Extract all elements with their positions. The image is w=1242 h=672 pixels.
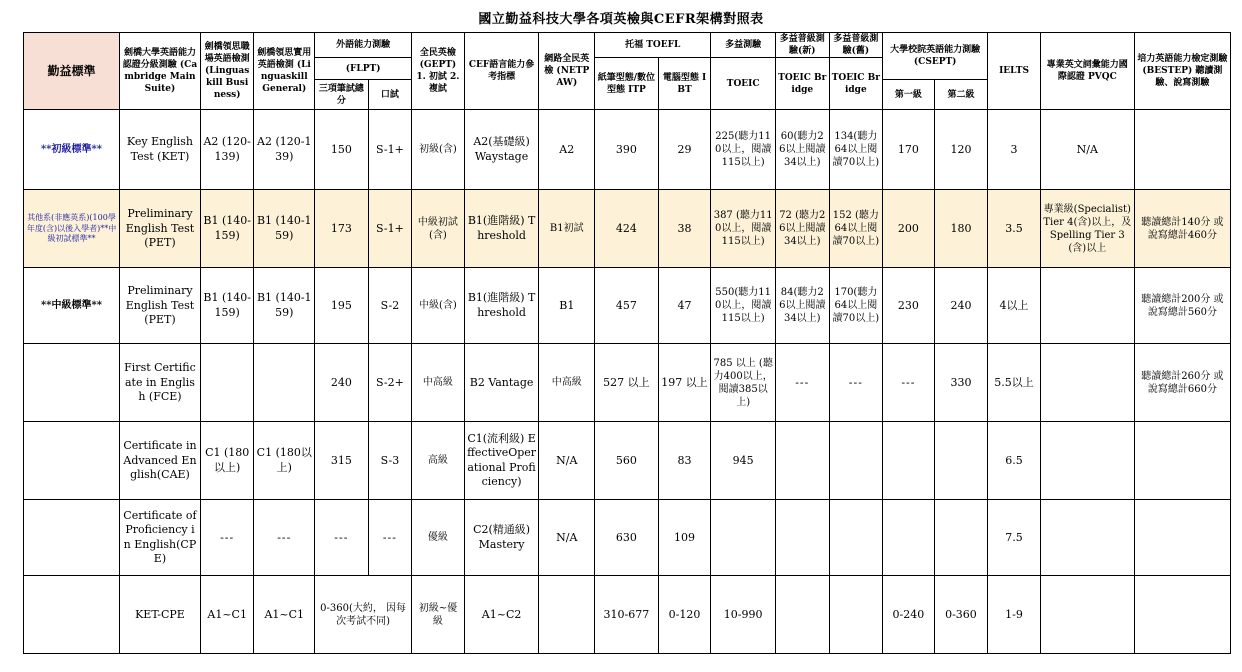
cell-toeic: 387 (聽力110以上，閱讀115以上): [711, 190, 776, 268]
cell-pvqc: [1040, 422, 1134, 500]
cell-netpaw: N/A: [539, 500, 595, 576]
cell-csept-2: 120: [934, 110, 988, 190]
cell-flpt: 240: [315, 344, 369, 422]
cell-linguaskill-general: [254, 344, 315, 422]
header-gept: 全民英檢 (GEPT) 1. 初試 2. 複試: [412, 33, 465, 110]
cell-gept: 初級(含): [412, 110, 465, 190]
cell-pvqc: [1040, 344, 1134, 422]
cell-gept: 中級(含): [412, 268, 465, 344]
cell-toefl-ibt: 197 以上: [658, 344, 711, 422]
cell-gept: 中級初試(含): [412, 190, 465, 268]
cell-toeic: [711, 500, 776, 576]
table-row: [24, 576, 1231, 654]
cell-bridge-old: [829, 500, 883, 576]
cell-cefr: A2(基礎級) Waystage: [464, 110, 539, 190]
header-linguaskill-general: 劍橋領思實用英語檢測 (Linguaskill General): [254, 33, 315, 110]
cell-bestep: [1134, 500, 1230, 576]
header-flpt-group: 外語能力測驗: [315, 33, 412, 58]
cell-pvqc: [1040, 500, 1134, 576]
cell-csept-1: 0-240: [883, 576, 935, 654]
table-row: [24, 422, 1231, 500]
cell-csept-1: ---: [883, 344, 935, 422]
header-toefl-ibt: 電腦型態 IBT: [658, 58, 711, 110]
cell-flpt-range: 0-360(大約， 因每次考試不同): [315, 576, 412, 654]
cell-gept: 中高級: [412, 344, 465, 422]
header-linguaskill-business: 劍橋領思職場英語檢測 (Linguaskill Business): [200, 33, 254, 110]
header-cefr: CEF語言能力參考指標: [464, 33, 539, 110]
header-flpt-sub: (FLPT): [315, 58, 412, 80]
header-netpaw: 網路全民英檢 (NETPAW): [539, 33, 595, 110]
cell-bestep: [1134, 576, 1230, 654]
cell-flpt-oral: S-2: [368, 268, 411, 344]
header-bestep: 培力英語能力檢定測驗 (BESTEP) 聽讀測驗、說寫測驗: [1134, 33, 1230, 110]
header-toeic-group: 多益測驗: [711, 33, 776, 58]
cell-linguaskill-general: C1 (180以上): [254, 422, 315, 500]
cell-ielts: 3.5: [988, 190, 1041, 268]
cell-netpaw: 中高級: [539, 344, 595, 422]
cell-linguaskill-general: A2 (120-139): [254, 110, 315, 190]
cell-cefr: B2 Vantage: [464, 344, 539, 422]
cell-cambridge: First Certificate in English (FCE): [120, 344, 201, 422]
cell-csept-2: [934, 422, 988, 500]
cell-netpaw: B1: [539, 268, 595, 344]
cell-flpt-oral: S-1+: [368, 110, 411, 190]
cell-linguaskill-general: B1 (140-159): [254, 190, 315, 268]
cell-netpaw: A2: [539, 110, 595, 190]
cell-linguaskill-general: ---: [254, 500, 315, 576]
header-bridge-new-top: 多益普級測驗(新): [776, 33, 830, 58]
cell-linguaskill-business: [200, 344, 254, 422]
cell-standard: **初級標準**: [24, 110, 120, 190]
cell-csept-2: 0-360: [934, 576, 988, 654]
cell-csept-2: 240: [934, 268, 988, 344]
cell-gept: 優級: [412, 500, 465, 576]
table-row: [24, 110, 1231, 190]
cell-bridge-new: [776, 576, 830, 654]
cell-linguaskill-general: A1~C1: [254, 576, 315, 654]
header-toeic: TOEIC: [711, 58, 776, 110]
cell-csept-2: 180: [934, 190, 988, 268]
cell-cambridge: Preliminary English Test (PET): [120, 190, 201, 268]
cell-toefl-ibt: 83: [658, 422, 711, 500]
header-standard: 勤益標準: [24, 33, 120, 110]
cell-flpt: ---: [315, 500, 369, 576]
cell-csept-1: 170: [883, 110, 935, 190]
page-title: 國立勤益科技大學各項英檢與CEFR架構對照表: [478, 12, 764, 27]
cell-flpt: 315: [315, 422, 369, 500]
cell-pvqc: N/A: [1040, 110, 1134, 190]
cell-linguaskill-business: A1~C1: [200, 576, 254, 654]
cell-bridge-new: ---: [776, 344, 830, 422]
cell-linguaskill-business: C1 (180以上): [200, 422, 254, 500]
cell-pvqc: [1040, 268, 1134, 344]
cell-toefl-itp: 560: [595, 422, 659, 500]
header-pvqc: 專業英文詞彙能力國際認證 PVQC: [1040, 33, 1134, 110]
cell-cefr: B1(進階級) Threshold: [464, 268, 539, 344]
cell-standard: [24, 422, 120, 500]
header-flpt-written: 三項筆試總分: [315, 80, 369, 110]
cell-pvqc: 專業級(Specialist)Tier 4(含)以上，及Spelling Tier 3(含)以上: [1040, 190, 1134, 268]
cell-netpaw: N/A: [539, 422, 595, 500]
cell-cambridge: Preliminary English Test (PET): [120, 268, 201, 344]
cell-bestep: 聽讀總計200分 或 說寫總計560分: [1134, 268, 1230, 344]
header-csept-2: 第二級: [934, 80, 988, 110]
cell-csept-1: 230: [883, 268, 935, 344]
cell-csept-2: 330: [934, 344, 988, 422]
cell-toefl-itp: 390: [595, 110, 659, 190]
cell-flpt-oral: S-3: [368, 422, 411, 500]
cell-flpt: 195: [315, 268, 369, 344]
cell-toeic: 10-990: [711, 576, 776, 654]
cell-cefr: C1(流利級) EffectiveOperational Proficiency): [464, 422, 539, 500]
cell-toefl-ibt: 109: [658, 500, 711, 576]
cell-flpt-oral: S-1+: [368, 190, 411, 268]
cell-standard: [24, 576, 120, 654]
cell-bridge-new: [776, 422, 830, 500]
cell-linguaskill-business: ---: [200, 500, 254, 576]
cell-cambridge: Key English Test (KET): [120, 110, 201, 190]
cell-ielts: 4以上: [988, 268, 1041, 344]
cell-bridge-old: [829, 422, 883, 500]
cell-bestep: [1134, 422, 1230, 500]
cell-ielts: 5.5以上: [988, 344, 1041, 422]
cell-csept-1: 200: [883, 190, 935, 268]
table-row: [24, 190, 1231, 268]
cell-bridge-old: 152 (聽力64以上閱讀70以上): [829, 190, 883, 268]
cell-bridge-old: ---: [829, 344, 883, 422]
cell-flpt-oral: S-2+: [368, 344, 411, 422]
cell-toefl-ibt: 47: [658, 268, 711, 344]
cell-ielts: 7.5: [988, 500, 1041, 576]
cell-netpaw: [539, 576, 595, 654]
cell-cambridge: KET-CPE: [120, 576, 201, 654]
header-bridge-old-top: 多益普級測驗(舊): [829, 33, 883, 58]
cell-cambridge: Certificate of Proficiency in English(CPE): [120, 500, 201, 576]
cell-linguaskill-general: B1 (140-159): [254, 268, 315, 344]
cell-cambridge: Certificate in Advanced English(CAE): [120, 422, 201, 500]
cell-toefl-ibt: 29: [658, 110, 711, 190]
cell-cefr: C2(精通級) Mastery: [464, 500, 539, 576]
table-row: [24, 344, 1231, 422]
cell-bridge-new: 60(聽力26以上閱讀34以上): [776, 110, 830, 190]
cell-standard: 其他系(非應英系)(100學年度(含)以後入學者)**中級初試標準**: [24, 190, 120, 268]
header-toefl-itp: 紙筆型態/數位型態 ITP: [595, 58, 659, 110]
header-cambridge: 劍橋大學英語能力認證分級測驗 (Cambridge Main Suite): [120, 33, 201, 110]
cell-toefl-ibt: 0-120: [658, 576, 711, 654]
cell-pvqc: [1040, 576, 1134, 654]
cell-toefl-itp: 310-677: [595, 576, 659, 654]
cell-toeic: 550(聽力110以上，閱讀115以上): [711, 268, 776, 344]
cell-bridge-new: 84(聽力26以上閱讀34以上): [776, 268, 830, 344]
cell-cefr: A1~C2: [464, 576, 539, 654]
cell-bridge-old: 170(聽力64以上閱讀70以上): [829, 268, 883, 344]
cell-toeic: 945: [711, 422, 776, 500]
cell-bridge-old: 134(聽力64以上閱讀70以上): [829, 110, 883, 190]
cell-csept-1: [883, 500, 935, 576]
cell-toefl-itp: 424: [595, 190, 659, 268]
cell-standard: [24, 500, 120, 576]
cell-bestep: 聽讀總計260分 或 說寫總計660分: [1134, 344, 1230, 422]
cell-bridge-old: [829, 576, 883, 654]
header-flpt-oral: 口試: [368, 80, 411, 110]
cell-standard: [24, 344, 120, 422]
header-bridge-new: TOEIC Bridge: [776, 58, 830, 110]
cell-bestep: 聽讀總計140分 或 說寫總計460分: [1134, 190, 1230, 268]
cell-bestep: [1134, 110, 1230, 190]
cell-flpt: 173: [315, 190, 369, 268]
cell-toefl-ibt: 38: [658, 190, 711, 268]
cell-ielts: 6.5: [988, 422, 1041, 500]
header-bridge-old: TOEIC Bridge: [829, 58, 883, 110]
table-row: [24, 268, 1231, 344]
cell-bridge-new: [776, 500, 830, 576]
cell-ielts: 3: [988, 110, 1041, 190]
cell-toefl-itp: 457: [595, 268, 659, 344]
cell-csept-2: [934, 500, 988, 576]
cell-flpt-oral: ---: [368, 500, 411, 576]
cell-linguaskill-business: A2 (120-139): [200, 110, 254, 190]
cell-toefl-itp: 527 以上: [595, 344, 659, 422]
cell-toeic: 785 以上 (聽力400以上，閱讀385以上): [711, 344, 776, 422]
header-ielts: IELTS: [988, 33, 1041, 110]
table-row: [24, 500, 1231, 576]
cell-toefl-itp: 630: [595, 500, 659, 576]
header-csept-1: 第一級: [883, 80, 935, 110]
cell-toeic: 225(聽力110以上，閱讀115以上): [711, 110, 776, 190]
cell-standard: **中級標準**: [24, 268, 120, 344]
cell-gept: 初級~優級: [412, 576, 465, 654]
cell-netpaw: B1初試: [539, 190, 595, 268]
header-row-1: [24, 33, 1231, 58]
cell-linguaskill-business: B1 (140-159): [200, 268, 254, 344]
header-toefl-group: 托福 TOEFL: [595, 33, 711, 58]
cell-cefr: B1(進階級) Threshold: [464, 190, 539, 268]
cell-bridge-new: 72 (聽力26以上閱讀34以上): [776, 190, 830, 268]
cell-csept-1: [883, 422, 935, 500]
cell-gept: 高級: [412, 422, 465, 500]
cefr-comparison-table: [23, 32, 1231, 654]
cell-linguaskill-business: B1 (140-159): [200, 190, 254, 268]
header-csept-group: 大學校院英語能力測驗(CSEPT): [883, 33, 988, 80]
cell-ielts: 1-9: [988, 576, 1041, 654]
cell-flpt: 150: [315, 110, 369, 190]
